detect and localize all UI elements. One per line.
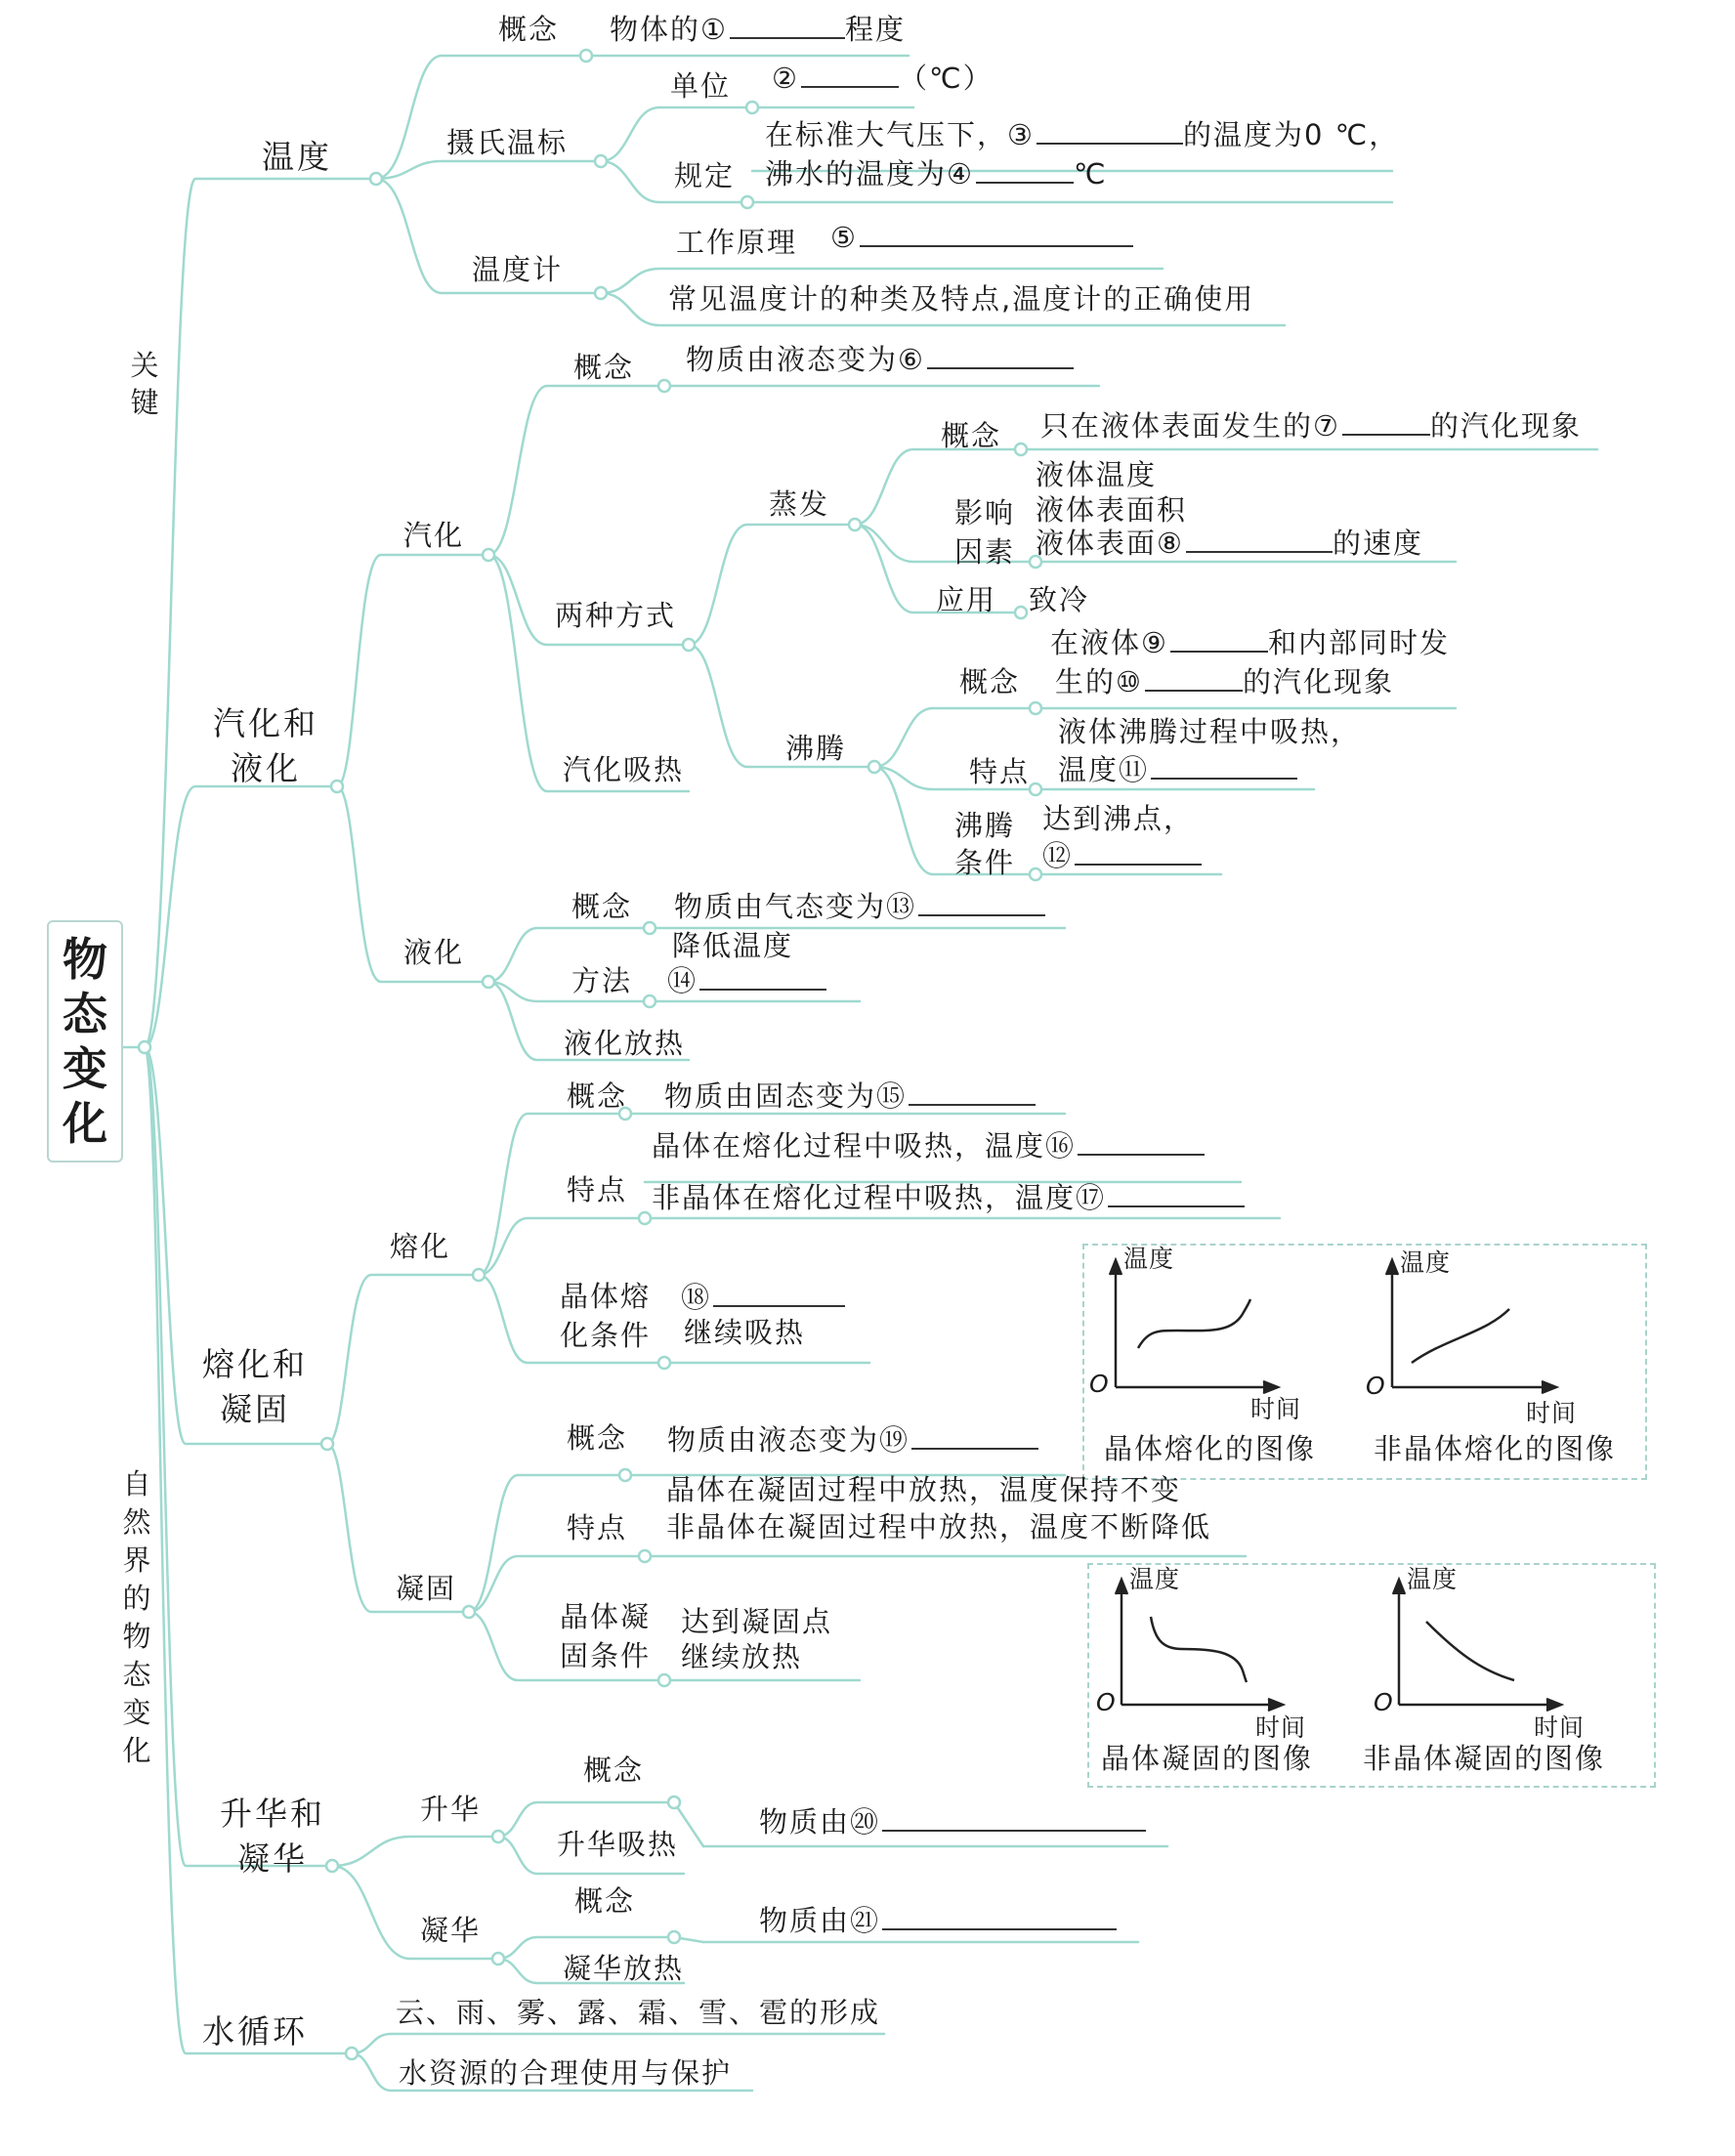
solid-condition-line2: 继续放热 <box>681 1640 803 1673</box>
side-label-key: 关键 <box>130 349 159 419</box>
sub-heat-label: 升华吸热 <box>557 1828 679 1861</box>
boil-feature-line2: 温度⑪ <box>1058 752 1297 787</box>
two-ways-label: 两种方式 <box>555 599 677 632</box>
graph4-x-label: 时间 <box>1534 1713 1586 1742</box>
boiling-label: 沸腾 <box>785 732 847 765</box>
rule-label: 规定 <box>674 159 736 192</box>
thermometer-label: 温度计 <box>472 253 564 286</box>
graph4-y-label: 温度 <box>1407 1565 1459 1593</box>
graph2-x-label: 时间 <box>1526 1399 1578 1427</box>
boil-concept-line1: 在液体⑨ 和内部同时发 <box>1050 626 1451 659</box>
boil-concept-line2: 生的⑩ 的汽化现象 <box>1055 665 1395 698</box>
solid-concept-label: 概念 <box>567 1421 628 1455</box>
node-melting-solidification: 熔化和 凝固 <box>202 1345 308 1428</box>
liq-heat-label: 液化放热 <box>564 1027 686 1060</box>
factor-2: 液体表面积 <box>1036 493 1188 527</box>
melt-feature-label: 特点 <box>567 1173 628 1206</box>
side-label-nature: 自然界的物态变化 <box>122 1467 151 1767</box>
melt-concept-label: 概念 <box>567 1079 628 1113</box>
liq-method-label: 方法 <box>571 964 633 997</box>
graph3-y-label: 温度 <box>1129 1565 1181 1593</box>
deposition-label: 凝华 <box>420 1914 482 1947</box>
unit-text: ② （℃） <box>772 62 994 95</box>
melt-condition-line1: ⑱ <box>681 1280 845 1315</box>
boil-feature-label: 特点 <box>969 755 1031 788</box>
factors-label: 影响 因素 <box>954 496 1016 569</box>
graph2-y-label: 温度 <box>1400 1248 1452 1277</box>
solid-concept-text: 物质由液态变为⑲ <box>667 1422 1038 1458</box>
vap-concept-label: 概念 <box>573 351 635 384</box>
graph3-origin: O <box>1096 1688 1117 1716</box>
graph2-origin: O <box>1366 1372 1386 1400</box>
celsius-label: 摄氏温标 <box>446 126 569 159</box>
graph1-x-label: 时间 <box>1250 1395 1302 1423</box>
water-cycle-item-2: 水资源的合理使用与保护 <box>399 2056 733 2090</box>
boil-concept-label: 概念 <box>959 665 1021 698</box>
node-sublimation-deposition: 升华和 凝华 <box>220 1795 325 1878</box>
principle-text: ⑤ <box>830 220 1133 255</box>
evap-concept-label: 概念 <box>941 419 1002 452</box>
boil-feature-line1: 液体沸腾过程中吸热， <box>1058 715 1362 748</box>
graph4-caption: 非晶体凝固的图像 <box>1363 1742 1606 1775</box>
vap-concept-text: 物质由液态变为⑥ <box>686 342 1074 377</box>
melt-condition-label: 晶体熔 化条件 <box>560 1280 652 1352</box>
application-text: 致冷 <box>1029 583 1090 616</box>
rule-line2: 沸水的温度为④ ℃ <box>765 157 1108 190</box>
solid-condition-label: 晶体凝 固条件 <box>560 1600 652 1672</box>
liquefaction-label: 液化 <box>403 936 465 969</box>
temp-concept-label: 概念 <box>498 13 560 46</box>
application-label: 应用 <box>936 583 997 616</box>
boil-condition-label: 沸腾 条件 <box>954 809 1016 879</box>
vap-heat-label: 汽化吸热 <box>563 753 685 786</box>
unit-label: 单位 <box>670 69 732 103</box>
factor-1: 液体温度 <box>1036 458 1158 491</box>
liq-method-line1: 降低温度 <box>672 929 794 962</box>
graph1-y-label: 温度 <box>1123 1245 1175 1273</box>
melt-feature-line2: 非晶体在熔化过程中吸热，温度⑰ <box>652 1180 1245 1215</box>
dep-heat-label: 凝华放热 <box>563 1952 685 1985</box>
melt-condition-line2: 继续吸热 <box>684 1316 806 1349</box>
graph4-origin: O <box>1374 1688 1394 1716</box>
liq-method-line2: ⑭ <box>667 963 826 998</box>
solid-feature-label: 特点 <box>567 1511 628 1544</box>
solid-feature-line1: 晶体在凝固过程中放热，温度保持不变 <box>666 1473 1182 1506</box>
boil-condition-line2: ⑫ <box>1042 838 1202 873</box>
dep-text: 物质由㉑ <box>759 1903 1117 1938</box>
evaporation-label: 蒸发 <box>769 487 830 521</box>
node-vaporization-liquefaction: 汽化和 液化 <box>213 704 318 787</box>
rule-line1: 在标准大气压下，③ 的温度为0 ℃， <box>765 118 1400 151</box>
melting-label: 熔化 <box>390 1230 451 1263</box>
node-temperature: 温度 <box>262 138 332 176</box>
root-title: 物 态 变 化 <box>47 920 123 1163</box>
melt-feature-line1: 晶体在熔化过程中吸热，温度⑯ <box>652 1128 1205 1163</box>
liq-concept-label: 概念 <box>571 890 633 923</box>
graph3-caption: 晶体凝固的图像 <box>1101 1742 1314 1775</box>
graph2-caption: 非晶体熔化的图像 <box>1374 1432 1617 1465</box>
boil-condition-line1: 达到沸点， <box>1042 802 1195 835</box>
sub-text: 物质由⑳ <box>759 1804 1146 1839</box>
thermometer-types: 常见温度计的种类及特点,温度计的正确使用 <box>668 282 1255 316</box>
melt-concept-text: 物质由固态变为⑮ <box>664 1078 1036 1114</box>
vaporization-label: 汽化 <box>403 519 465 552</box>
sublimation-label: 升华 <box>420 1793 482 1826</box>
principle-label: 工作原理 <box>676 226 798 259</box>
liq-concept-text: 物质由气态变为⑬ <box>674 889 1045 924</box>
water-cycle-item-1: 云、雨、雾、露、霜、雪、雹的形成 <box>396 1996 881 2029</box>
evap-concept-text: 只在液体表面发生的⑦ 的汽化现象 <box>1040 409 1583 443</box>
graph1-caption: 晶体熔化的图像 <box>1104 1432 1317 1465</box>
factor-3: 液体表面⑧ 的速度 <box>1036 527 1424 560</box>
graph1-origin: O <box>1089 1370 1110 1398</box>
solid-feature-line2: 非晶体在凝固过程中放热，温度不断降低 <box>666 1510 1212 1543</box>
graph3-x-label: 时间 <box>1255 1713 1307 1742</box>
solid-condition-line1: 达到凝固点 <box>681 1605 833 1638</box>
node-water-cycle: 水循环 <box>202 2012 308 2050</box>
solidification-label: 凝固 <box>396 1572 457 1605</box>
dep-concept-label: 概念 <box>574 1884 636 1918</box>
sub-concept-label: 概念 <box>583 1754 645 1787</box>
temp-concept-text: 物体的① 程度 <box>610 13 907 46</box>
